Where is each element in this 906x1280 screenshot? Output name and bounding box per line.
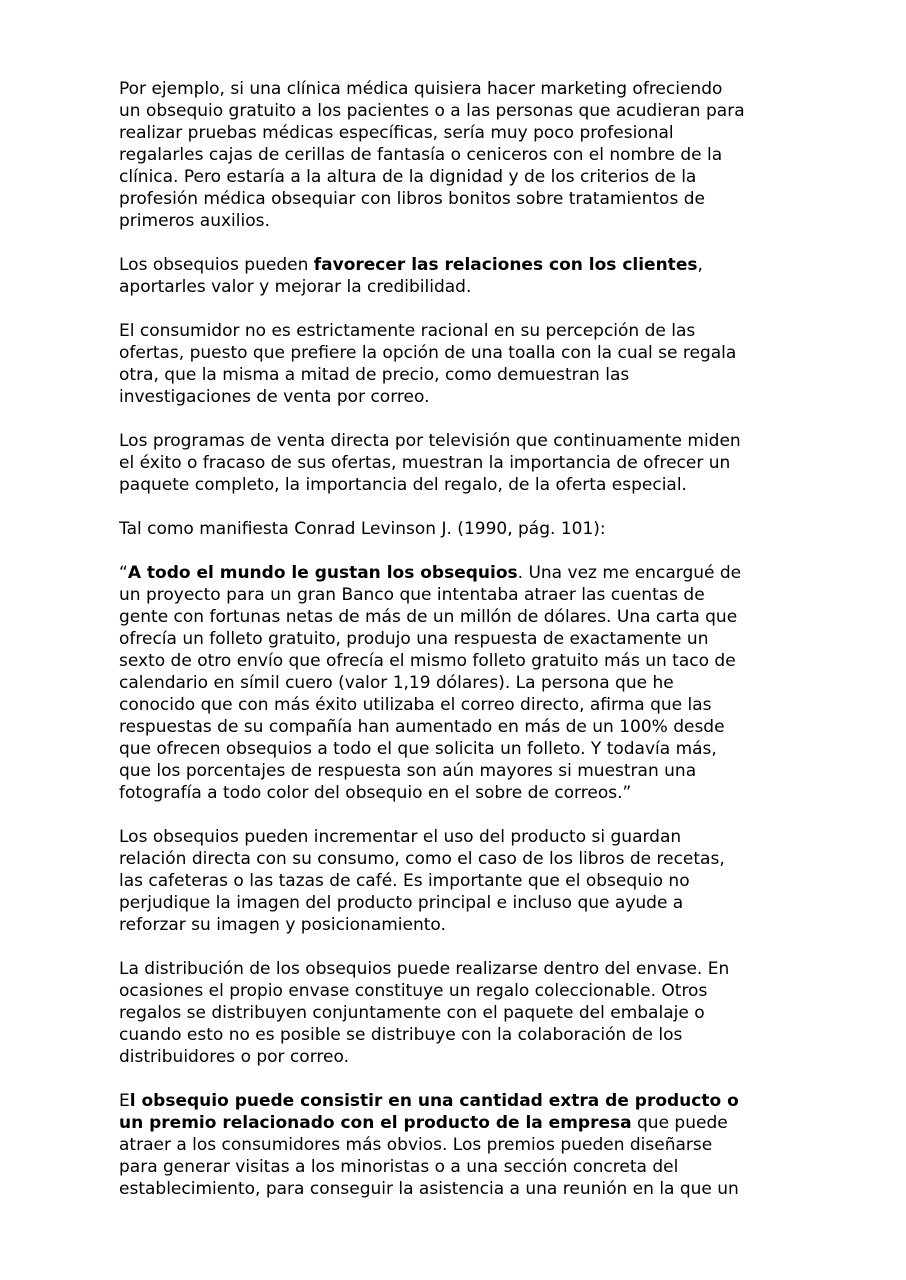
- text-line: [119, 914, 819, 936]
- text-line: [119, 1002, 819, 1024]
- paragraph: [119, 826, 819, 936]
- text-segment: para generar visitas a los minoristas o a una sección concreta del: [119, 1157, 679, 1177]
- text-segment: un obsequio gratuito a los pacientes o a las personas que acudieran para: [119, 101, 745, 121]
- text-segment: que ofrecen obsequios a todo el que solicita un folleto. Y todavía más,: [119, 739, 717, 759]
- text-segment: relación directa con su consumo, como el caso de los libros de recetas,: [119, 849, 725, 869]
- text-line: [119, 210, 819, 232]
- text-segment: primeros auxilios.: [119, 211, 270, 231]
- text-line: [119, 1178, 819, 1200]
- text-line: [119, 386, 819, 408]
- text-segment: fotografía a todo color del obsequio en el sobre de correos.”: [119, 783, 632, 803]
- paragraph: [119, 254, 819, 298]
- text-segment: realizar pruebas médicas específicas, sería muy poco profesional: [119, 123, 674, 143]
- paragraph: [119, 430, 819, 496]
- text-line: [119, 958, 819, 980]
- text-line: [119, 364, 819, 386]
- text-segment: atraer a los consumidores más obvios. Los premios pueden diseñarse: [119, 1135, 713, 1155]
- text-segment: cuando esto no es posible se distribuye con la colaboración de los: [119, 1025, 683, 1045]
- text-segment: “: [119, 563, 128, 583]
- paragraph: [119, 518, 819, 540]
- text-line: [119, 166, 819, 188]
- text-line: [119, 892, 819, 914]
- text-segment: La distribución de los obsequios puede realizarse dentro del envase. En: [119, 959, 730, 979]
- text-line: [119, 584, 819, 606]
- text-segment: ofrecía un folleto gratuito, produjo una respuesta de exactamente un: [119, 629, 709, 649]
- text-line: [119, 848, 819, 870]
- text-line: [119, 122, 819, 144]
- text-segment: regalarles cajas de cerillas de fantasía o ceniceros con el nombre de la: [119, 145, 723, 165]
- text-segment: las cafeteras o las tazas de café. Es importante que el obsequio no: [119, 871, 690, 891]
- text-segment: perjudique la imagen del producto principal e incluso que ayude a: [119, 893, 684, 913]
- text-line: [119, 672, 819, 694]
- text-line: [119, 738, 819, 760]
- text-line: [119, 254, 819, 276]
- text-line: [119, 144, 819, 166]
- text-line: [119, 716, 819, 738]
- text-segment: ,: [697, 255, 703, 275]
- text-segment: el éxito o fracaso de sus ofertas, muestran la importancia de ofrecer un: [119, 453, 731, 473]
- text-segment: respuestas de su compañía han aumentado en más de un 100% desde: [119, 717, 725, 737]
- text-line: [119, 760, 819, 782]
- paragraph: [119, 78, 819, 232]
- text-segment: . Una vez me encargué de: [517, 563, 742, 583]
- text-line: [119, 606, 819, 628]
- text-segment: Los programas de venta directa por televisión que continuamente miden: [119, 431, 741, 451]
- text-line: [119, 650, 819, 672]
- text-segment: conocido que con más éxito utilizaba el correo directo, afirma que las: [119, 695, 712, 715]
- paragraph: [119, 562, 819, 804]
- text-segment: un proyecto para un gran Banco que intentaba atraer las cuentas de: [119, 585, 705, 605]
- text-segment: establecimiento, para conseguir la asistencia a una reunión en la que un: [119, 1179, 739, 1199]
- text-segment: calendario en símil cuero (valor 1,19 dólares). La persona que he: [119, 673, 674, 693]
- text-segment: sexto de otro envío que ofrecía el mismo folleto gratuito más un taco de: [119, 651, 736, 671]
- text-line: [119, 276, 819, 298]
- text-segment: ocasiones el propio envase constituye un regalo coleccionable. Otros: [119, 981, 708, 1001]
- text-line: [119, 518, 819, 540]
- bold-text: un premio relacionado con el producto de la empresa: [119, 1113, 632, 1133]
- text-segment: Los obsequios pueden: [119, 255, 314, 275]
- text-segment: profesión médica obsequiar con libros bonitos sobre tratamientos de: [119, 189, 705, 209]
- text-line: [119, 1112, 819, 1134]
- text-segment: El consumidor no es estrictamente racional en su percepción de las: [119, 321, 696, 341]
- text-segment: aportarles valor y mejorar la credibilidad.: [119, 277, 472, 297]
- paragraph: [119, 1090, 819, 1200]
- text-segment: distribuidores o por correo.: [119, 1047, 349, 1067]
- text-segment: reforzar su imagen y posicionamiento.: [119, 915, 446, 935]
- document-body: [119, 78, 819, 1222]
- text-line: [119, 320, 819, 342]
- text-line: [119, 1024, 819, 1046]
- text-segment: ofertas, puesto que prefiere la opción de una toalla con la cual se regala: [119, 343, 737, 363]
- text-line: [119, 78, 819, 100]
- text-line: [119, 694, 819, 716]
- text-segment: E: [119, 1091, 130, 1111]
- text-segment: otra, que la misma a mitad de precio, como demuestran las: [119, 365, 630, 385]
- text-line: [119, 782, 819, 804]
- text-line: [119, 628, 819, 650]
- text-line: [119, 1156, 819, 1178]
- text-segment: Tal como manifiesta Conrad Levinson J. (1990, pág. 101):: [119, 519, 606, 539]
- text-line: [119, 870, 819, 892]
- text-segment: Los obsequios pueden incrementar el uso del producto si guardan: [119, 827, 682, 847]
- bold-text: l obsequio puede consistir en una cantidad extra de producto o: [129, 1091, 739, 1111]
- text-line: [119, 188, 819, 210]
- text-segment: Por ejemplo, si una clínica médica quisiera hacer marketing ofreciendo: [119, 79, 723, 99]
- text-line: [119, 452, 819, 474]
- text-line: [119, 562, 819, 584]
- text-line: [119, 1090, 819, 1112]
- text-line: [119, 342, 819, 364]
- text-line: [119, 826, 819, 848]
- text-segment: regalos se distribuyen conjuntamente con el paquete del embalaje o: [119, 1003, 705, 1023]
- text-line: [119, 430, 819, 452]
- text-segment: paquete completo, la importancia del regalo, de la oferta especial.: [119, 475, 687, 495]
- text-line: [119, 980, 819, 1002]
- text-segment: que los porcentajes de respuesta son aún mayores si muestran una: [119, 761, 697, 781]
- bold-text: favorecer las relaciones con los clientes: [313, 255, 698, 275]
- text-segment: que puede: [631, 1113, 728, 1133]
- paragraph: [119, 320, 819, 408]
- paragraph: [119, 958, 819, 1068]
- text-line: [119, 474, 819, 496]
- text-segment: gente con fortunas netas de más de un millón de dólares. Una carta que: [119, 607, 738, 627]
- text-segment: investigaciones de venta por correo.: [119, 387, 430, 407]
- text-segment: clínica. Pero estaría a la altura de la dignidad y de los criterios de la: [119, 167, 697, 187]
- text-line: [119, 100, 819, 122]
- text-line: [119, 1134, 819, 1156]
- text-line: [119, 1046, 819, 1068]
- bold-text: A todo el mundo le gustan los obsequios: [127, 563, 518, 583]
